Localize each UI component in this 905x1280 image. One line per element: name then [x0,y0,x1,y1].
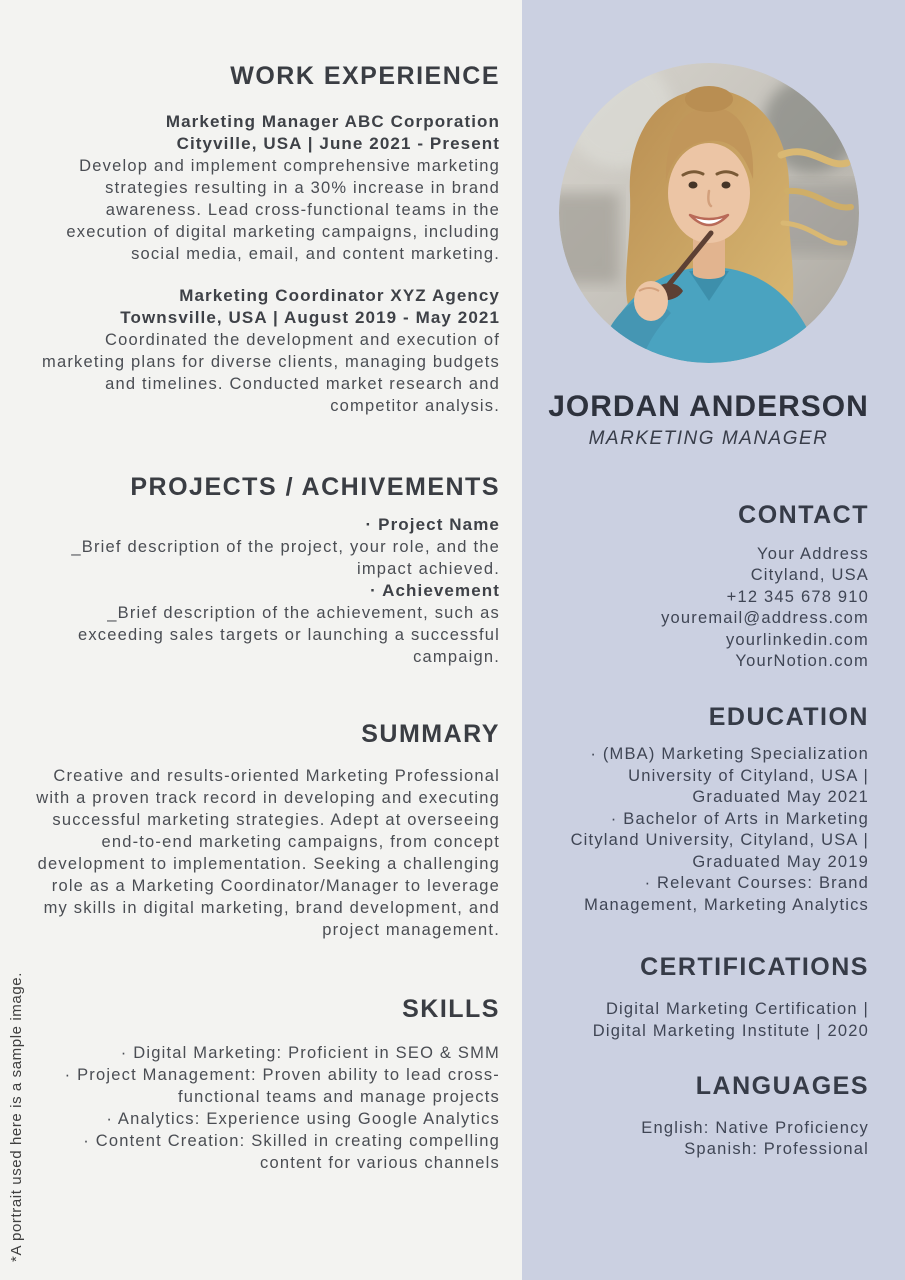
education-list [548,744,869,916]
skill-item: · Content Creation: Skilled in creating compelling content for various channels [83,1132,500,1172]
achievement-label: · Achievement [370,580,500,600]
skill-item: · Analytics: Experience using Google Analytics [106,1110,500,1128]
job-entry [34,285,500,417]
contact-phone: +12 345 678 910 [726,587,869,606]
contact-heading: CONTACT [738,500,869,529]
job-location-dates: Cityville, USA | June 2021 - Present [176,133,500,153]
work-experience-heading: WORK EXPERIENCE [230,62,500,90]
contact-address-line1: Your Address [757,544,869,563]
job-title: Marketing Manager ABC Corporation [165,111,500,131]
achievement-item [34,580,500,668]
summary-heading: SUMMARY [361,719,500,748]
certification-item: Digital Marketing Certification | Digital Marketing Institute | 2020 [592,1000,869,1040]
education-item: · (MBA) Marketing Specialization University of Cityland, USA | Graduated May 2021 [590,745,869,807]
contact-linkedin: yourlinkedin.com [725,630,869,649]
skills-list [34,1042,500,1174]
languages-list [548,1118,869,1161]
person-name: JORDAN ANDERSON [548,390,869,423]
project-description: _Brief description of the project, your role, and the impact achieved. [71,537,500,578]
education-item: · Bachelor of Arts in Marketing Cityland University, Cityland, USA | Graduated May 2019 [570,809,869,871]
skills-heading: SKILLS [402,995,500,1024]
projects-achievements-heading: PROJECTS / ACHIVEMENTS [130,472,500,501]
skills-section [34,995,500,1174]
job-description: Coordinated the development and execution of marketing plans for diverse clients, managing budgets and timelines. Conducted market research and competitor analysis. [42,330,500,415]
education-section [548,703,869,917]
sidebar-column [522,0,905,1280]
certifications-heading: CERTIFICATIONS [640,953,869,982]
certifications-section [548,953,869,1042]
contact-email: youremail@address.com [661,609,869,628]
job-title: Marketing Coordinator XYZ Agency [179,285,500,305]
language-item: English: Native Proficiency [641,1118,869,1137]
work-experience-section [34,62,500,417]
languages-heading: LANGUAGES [695,1072,869,1101]
job-entry [34,111,500,265]
contact-section [548,501,869,673]
summary-section [34,720,500,942]
job-location-dates: Townsville, USA | August 2019 - May 2021 [120,307,500,327]
photo-disclaimer-note: *A portrait used here is a sample image. [8,972,25,1262]
contact-notion: YourNotion.com [735,652,869,671]
skill-item: · Digital Marketing: Proficient in SEO & SMM [120,1044,500,1062]
skill-item: · Project Management: Proven ability to lead cross-functional teams and manage projects [64,1066,500,1106]
contact-list [548,544,869,673]
education-item: · Relevant Courses: Brand Management, Marketing Analytics [584,874,869,914]
achievement-description: _Brief description of the achievement, such as exceeding sales targets or launching a successful campaign. [77,603,500,666]
portrait-illustration [559,63,859,363]
job-description: Develop and implement comprehensive marketing strategies resulting in a 30% increase in brand awareness. Lead cross-functional teams in the execution of digital marketing campaigns, including social media, email, and content marketing. [66,156,500,263]
languages-section [548,1072,869,1161]
contact-address-line2: Cityland, USA [750,566,869,585]
project-label: · Project Name [365,514,500,534]
profile-photo [559,63,859,363]
project-item [34,514,500,580]
summary-text: Creative and results-oriented Marketing Professional with a proven track record in developing and executing successful marketing strategies. Adept at overseeing end-to-end marketing campaigns, from concept development to implementation. Seeking a challenging role as a Marketing Coordinator/Manager to leverage my skills in digital marketing, brand development, and project management. [36,767,500,940]
person-job-title: MARKETING MANAGER [588,428,829,449]
language-item: Spanish: Professional [684,1140,869,1159]
projects-achievements-section [34,473,500,668]
education-heading: EDUCATION [708,702,869,731]
